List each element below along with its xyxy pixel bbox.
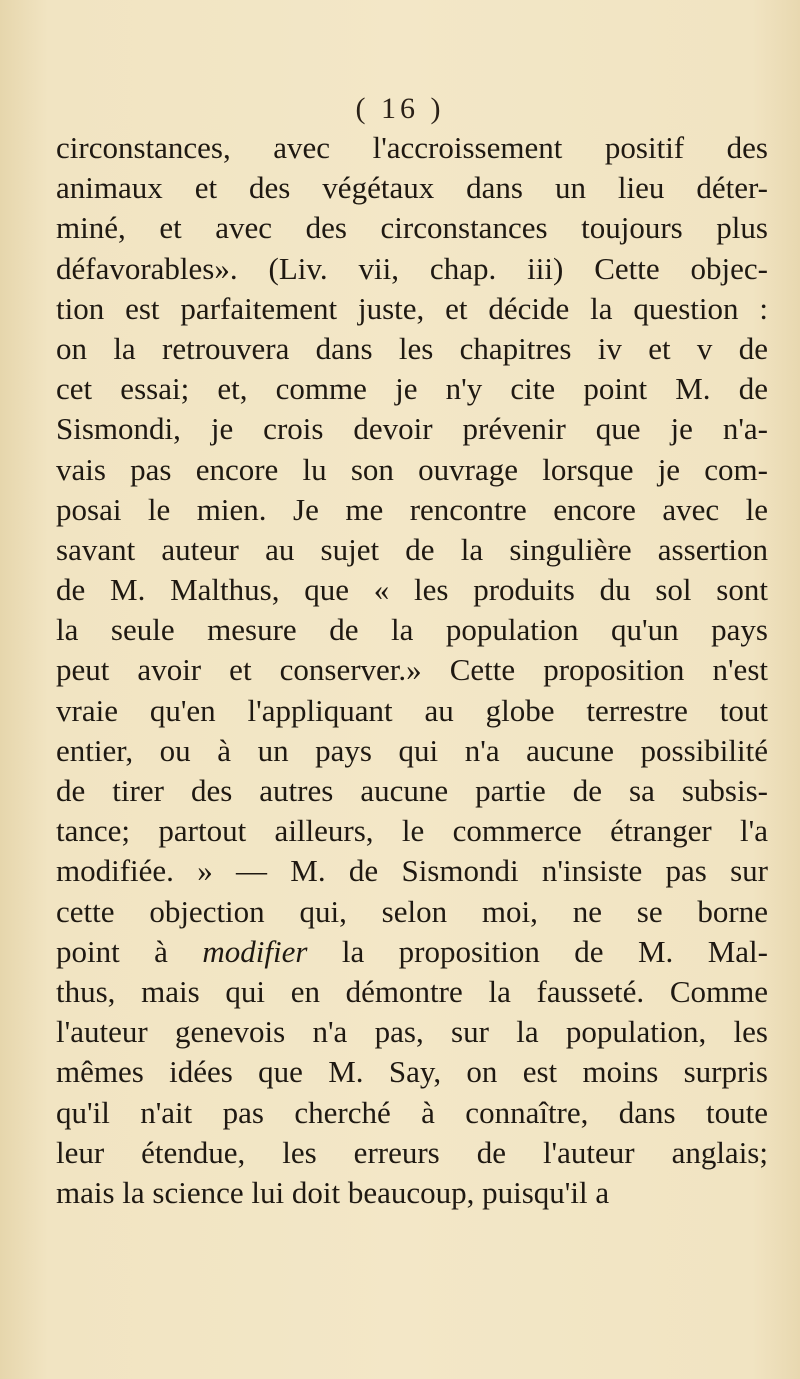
text-line: tion est parfaitement juste, et décide la question :: [56, 290, 768, 326]
text-line: la seule mesure de la population qu'un pays: [56, 612, 768, 648]
text-line: on la retrouvera dans les chapitres iv et v de: [56, 330, 768, 366]
text-line: vraie qu'en l'appliquant au globe terrestre tout: [56, 692, 768, 728]
text-line: l'auteur genevois n'a pas, sur la population, les: [56, 1014, 768, 1050]
text-line: thus, mais qui en démontre la fausseté. Comme: [56, 973, 768, 1009]
text-line: savant auteur au sujet de la singulière assertion: [56, 531, 768, 567]
text-line: tance; partout ailleurs, le commerce étranger l'a: [56, 813, 768, 849]
text-line: posai le mien. Je me rencontre encore avec le: [56, 491, 768, 527]
text-line: cet essai; et, comme je n'y cite point M. de: [56, 371, 768, 407]
text-line: mais la science lui doit beaucoup, puisqu'il a: [56, 1174, 610, 1210]
text-line: animaux et des végétaux dans un lieu déter-: [56, 170, 768, 206]
text-line: de tirer des autres aucune partie de sa subsis-: [56, 773, 768, 808]
text-line: cette objection qui, selon moi, ne se borne: [56, 893, 768, 929]
text-line: point à modifier la proposition de M. Mal-: [56, 933, 768, 969]
page-number: ( 16 ): [355, 92, 445, 125]
text-line: modifiée. » — M. de Sismondi n'insiste pas sur: [56, 853, 768, 889]
text-line: peut avoir et conserver.» Cette proposition n'est: [56, 652, 768, 688]
text-line: entier, ou à un pays qui n'a aucune possibilité: [56, 732, 768, 768]
text-line: de M. Malthus, que « les produits du sol sont: [56, 572, 768, 608]
body-text: [56, 128, 768, 1213]
text-line: vais pas encore lu son ouvrage lorsque je com-: [56, 451, 768, 487]
text-line: défavorables». (Liv. vii, chap. iii) Cette objec-: [56, 250, 768, 286]
text-line: leur étendue, les erreurs de l'auteur anglais;: [56, 1134, 768, 1170]
text-line: qu'il n'ait pas cherché à connaître, dans toute: [56, 1094, 768, 1130]
text-line: miné, et avec des circonstances toujours plus: [56, 210, 768, 246]
text-line: Sismondi, je crois devoir prévenir que je n'a-: [56, 411, 768, 447]
text-line: circonstances, avec l'accroissement positif des: [56, 130, 768, 165]
text-line: mêmes idées que M. Say, on est moins surpris: [56, 1054, 768, 1090]
